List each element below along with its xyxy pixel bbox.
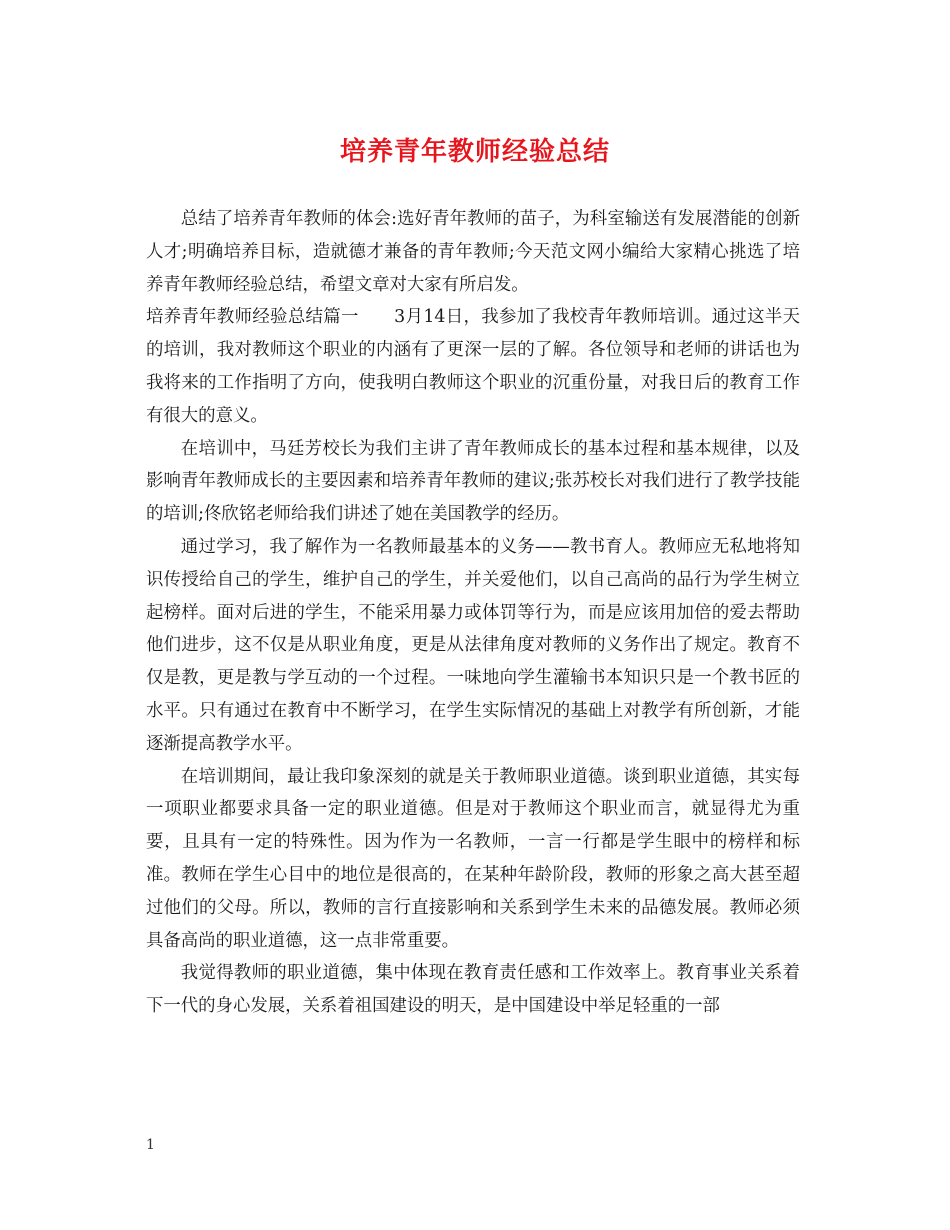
document-body xyxy=(146,203,800,1023)
paragraph-intro: 总结了培养青年教师的体会:选好青年教师的苗子，为科室输送有发展潜能的创新人才;明确培养目标，造就德才兼备的青年教师;今天范文网小编给大家精心挑选了培养青年教师经验总结，希望文章对大家有所启发。 xyxy=(146,209,800,295)
paragraph-responsibility: 我觉得教师的职业道德，集中体现在教育责任感和工作效率上。教育事业关系着下一代的身心发展，关系着祖国建设的明天，是中国建设中举足轻重的一部 xyxy=(146,963,800,1017)
paragraph-ethics: 在培训期间，最让我印象深刻的就是关于教师职业道德。谈到职业道德，其实每一项职业都要求具备一定的职业道德。但是对于教师这个职业而言，就显得尤为重要，且具有一定的特殊性。因为作为一名教师，一言一行都是学生眼中的榜样和标准。教师在学生心目中的地位是很高的，在某种年龄阶段，教师的形象之高大甚至超过他们的父母。所以，教师的言行直接影响和关系到学生未来的品德发展。教师必须具备高尚的职业道德，这一点非常重要。 xyxy=(146,766,800,951)
paragraph-learning: 通过学习，我了解作为一名教师最基本的义务——教书育人。教师应无私地将知识传授给自己的学生，维护自己的学生，并关爱他们，以自己高尚的品行为学生树立起榜样。面对后进的学生，不能采用暴力或体罚等行为，而是应该用加倍的爱去帮助他们进步，这不仅是从职业角度，更是从法律角度对教师的义务作出了规定。教育不仅是教，更是教与学互动的一个过程。一味地向学生灌输书本知识只是一个教书匠的水平。只有通过在教育中不断学习，在学生实际情况的基础上对教学有所创新，才能逐渐提高教学水平。 xyxy=(146,536,800,754)
paragraph-section-one: 培养青年教师经验总结篇一 3月14日，我参加了我校青年教师培训。通过这半天的培训，我对教师这个职业的内涵有了更深一层的了解。各位领导和老师的讲话也为我将来的工作指明了方向，使我明白教师这个职业的沉重份量，对我日后的教育工作有很大的意义。 xyxy=(146,307,800,426)
page-number: 1 xyxy=(146,1137,155,1153)
document-title: 培养青年教师经验总结 xyxy=(339,137,610,167)
paragraph-training: 在培训中，马廷芳校长为我们主讲了青年教师成长的基本过程和基本规律，以及影响青年教师成长的主要因素和培养青年教师的建议;张苏校长对我们进行了教学技能的培训;佟欣铭老师给我们讲述了她在美国教学的经历。 xyxy=(146,438,800,525)
